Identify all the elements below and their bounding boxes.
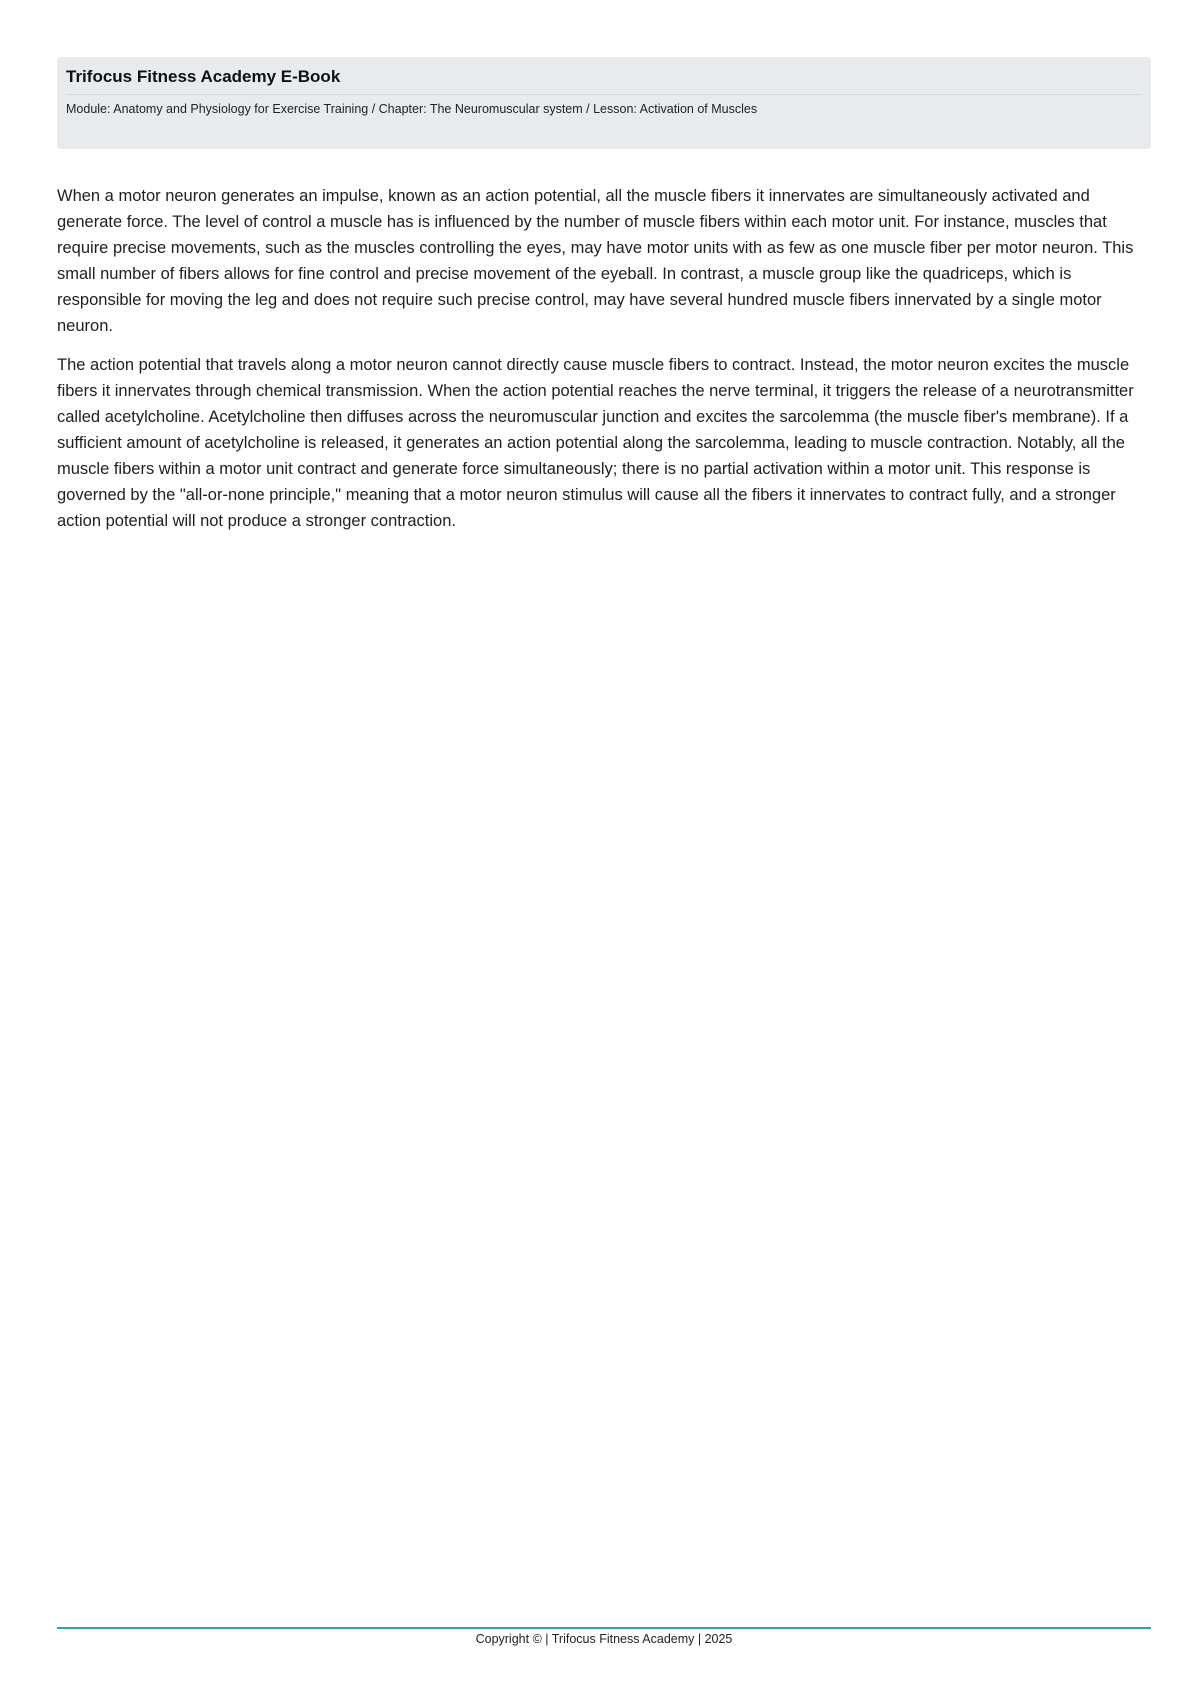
paragraph: The action potential that travels along a motor neuron cannot directly cause muscle fibers to contract. Instead, the motor neuron excites the muscle fibers it innervates through chemical transmission. When the action potential reaches the nerve terminal, it triggers the release of a neurotransmitter called acetylcholine. Acetylcholine then diffuses across the neuromuscular junction and excites the sarcolemma (the muscle fiber's membrane). If a sufficient amount of acetylcholine is released, it generates an action potential along the sarcolemma, leading to muscle contraction. Notably, all the muscle fibers within a motor unit contract and generate force simultaneously; there is no partial activation within a motor unit. This response is governed by the "all-or-none principle," meaning that a motor neuron stimulus will cause all the fibers it innervates to contract fully, and a stronger action potential will not produce a stronger contraction. (57, 356, 1134, 530)
paragraph: When a motor neuron generates an impulse, known as an action potential, all the muscle fibers it innervates are simultaneously activated and generate force. The level of control a muscle has is influenced by the number of muscle fibers within each motor unit. For instance, muscles that require precise movements, such as the muscles controlling the eyes, may have motor units with as few as one muscle fiber per motor neuron. This small number of fibers allows for fine control and precise movement of the eyeball. In contrast, a muscle group like the quadriceps, which is responsible for moving the leg and does not require such precise control, may have several hundred muscle fibers innervated by a single motor neuron. (57, 187, 1134, 335)
document-header (57, 57, 1151, 149)
footer-copyright: Copyright © | Trifocus Fitness Academy | 2025 (475, 1632, 733, 1646)
breadcrumb: Module: Anatomy and Physiology for Exercise Training / Chapter: The Neuromuscular system / Lesson: Activation of Muscles (66, 102, 758, 116)
lesson-content (57, 183, 1151, 547)
footer-divider (57, 1627, 1151, 1629)
ebook-title: Trifocus Fitness Academy E-Book (66, 66, 1142, 95)
